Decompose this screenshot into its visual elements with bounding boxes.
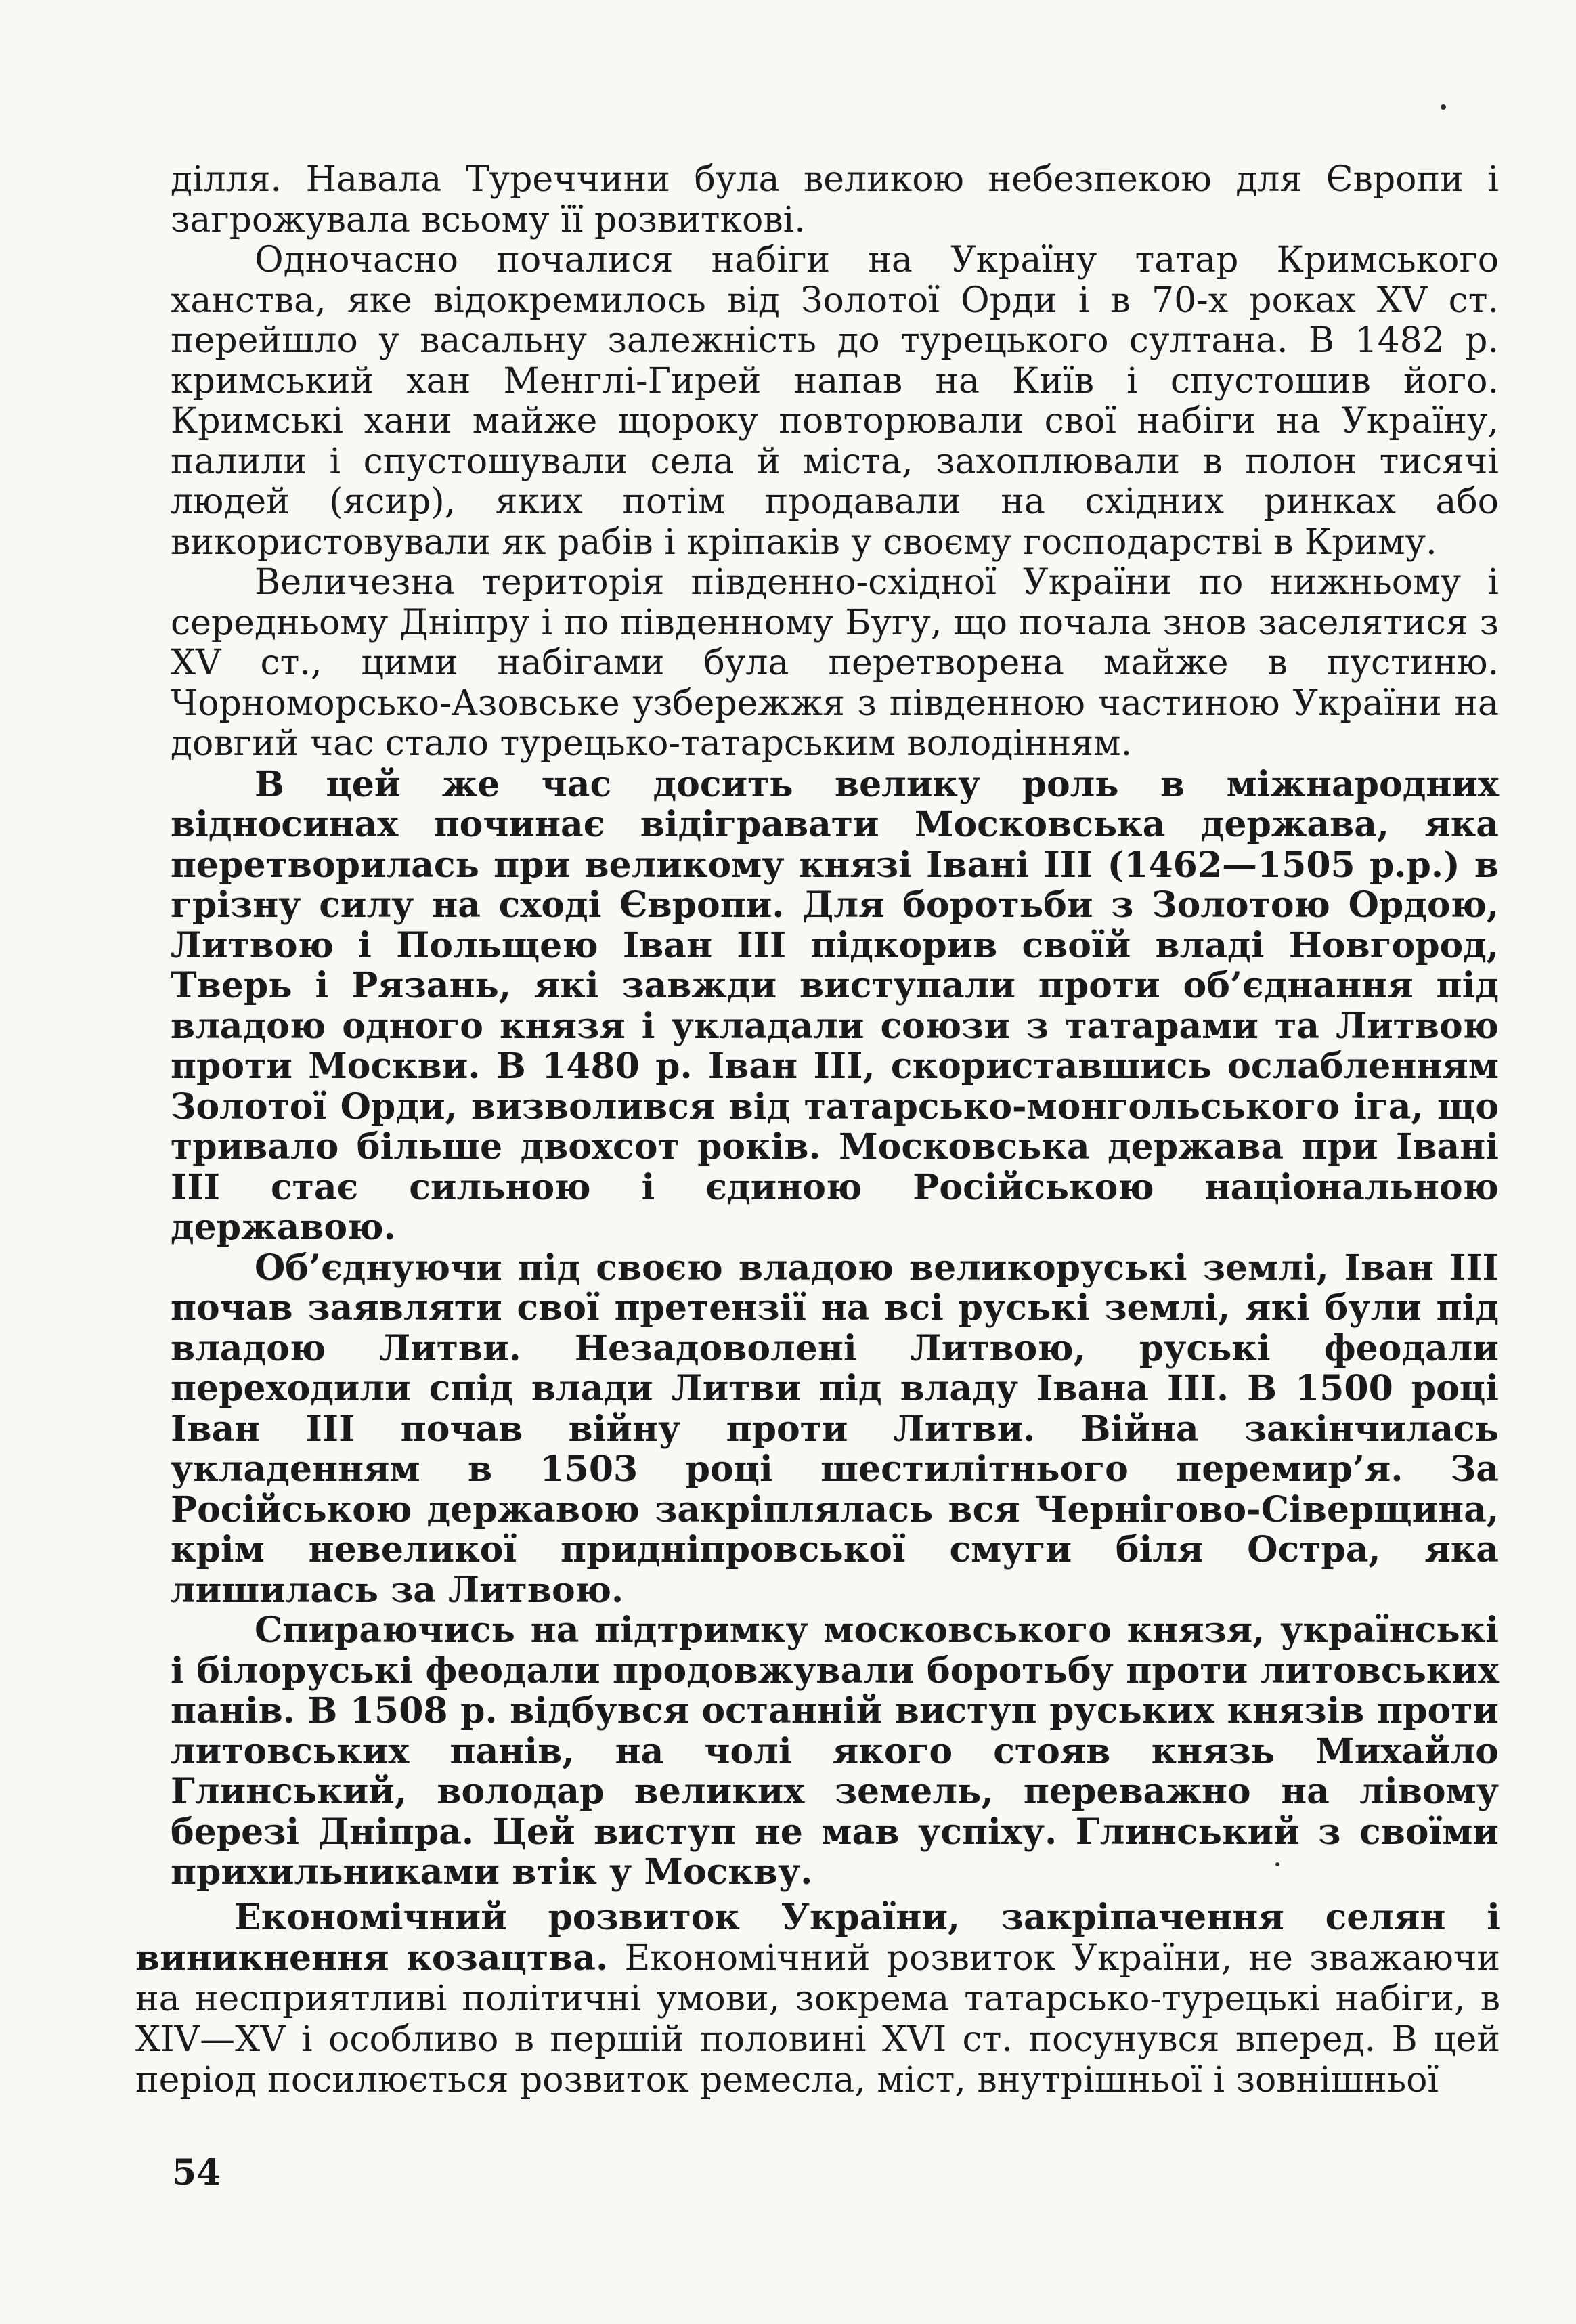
paragraph-6: Спираючись на підтримку московського князя, українські і білоруські феодали продовжували боротьбу проти литовських панів. В 1508 р. відбувся останній виступ руських князів проти литовських панів, на чолі якого стояв князь Михайло Глинський, володар великих земель, переважно на лівому березі Дніпра. Цей виступ не мав успіху. Глинський з своїми прихильниками втік у Москву. bbox=[171, 1610, 1499, 1893]
paragraph-2: Одночасно почалися набіги на Україну татар Кримського ханства, яке відокремилось від Золотої Орди і в 70-х роках XV ст. перейшло у васальну залежність до турецького султана. В 1482 р. кримський хан Менглі-Гирей напав на Київ і спустошив його. Кримські хани майже щороку повторювали свої набіги на Україну, палили і спустошували села й міста, захоплювали в полон тисячі людей (ясир), яких потім продавали на східних ринках або використовували як рабів і кріпаків у своєму господарстві в Криму. bbox=[171, 240, 1499, 563]
paragraph-5: Об’єднуючи під своєю владою великоруські землі, Іван III почав заявляти свої претензії на всі руські землі, які були під владою Литви. Незадоволені Литвою, руські феодали переходили спід влади Литви під владу Івана III. В 1500 році Іван III почав війну проти Литви. Війна закінчилась укладенням в 1503 році шестилітнього перемир’я. За Російською державою закріплялась вся Чернігово-Сіверщина, крім невеликої придніпровської смуги біля Остра, яка лишилась за Литвою. bbox=[171, 1247, 1499, 1611]
section-heading: Економічний розвиток України, закріпачення селян і виникнення козацтва. bbox=[135, 1897, 1500, 1979]
paragraph-4: В цей же час досить велику роль в міжнародних відносинах починає відігравати Московська держава, яка перетворилась при великому князі Івані III (1462—1505 р.р.) в грізну силу на сході Європи. Для боротьби з Золотою Ордою, Литвою і Польщею Іван III підкорив своїй владі Новгород, Тверь і Рязань, які завжди виступали проти об’єднання під владою одного князя і укладали союзи з татарами та Литвою проти Москви. В 1480 р. Іван III, скориставшись ослабленням Золотої Орди, визволився від татарсько-монгольського іга, що тривало більше двохсот років. Московська держава при Івані III стає сильною і єдиною Російською національною державою. bbox=[171, 763, 1499, 1248]
print-speck bbox=[1441, 104, 1446, 110]
paragraph-1: ділля. Навала Туреччини була великою небезпекою для Європи і загрожувала всьому її розвиткові. bbox=[171, 159, 1499, 240]
section-economic bbox=[135, 1897, 1500, 2101]
section-paragraph bbox=[135, 1897, 1500, 2101]
paragraph-3: Величезна територія південно-східної України по нижньому і середньому Дніпру і по південному Бугу, що почала знов заселятися з XV ст., цими набігами була перетворена майже в пустиню. Чорноморсько-Азовське узбережжя з південною частиною України на довгий час стало турецько-татарським володінням. bbox=[171, 562, 1499, 764]
section-body: Економічний розвиток України, не зважаючи на несприятливі політичні умови, зокрема татарсько-турецькі набіги, в XIV—XV і особливо в першій половині XVI ст. посунувся вперед. В цей період посилюється розвиток ремесла, міст, внутрішньої і зовнішньої bbox=[135, 1938, 1500, 2101]
page-number: 54 bbox=[172, 2152, 221, 2193]
print-speck bbox=[1275, 1862, 1279, 1866]
body-text bbox=[171, 160, 1499, 1893]
